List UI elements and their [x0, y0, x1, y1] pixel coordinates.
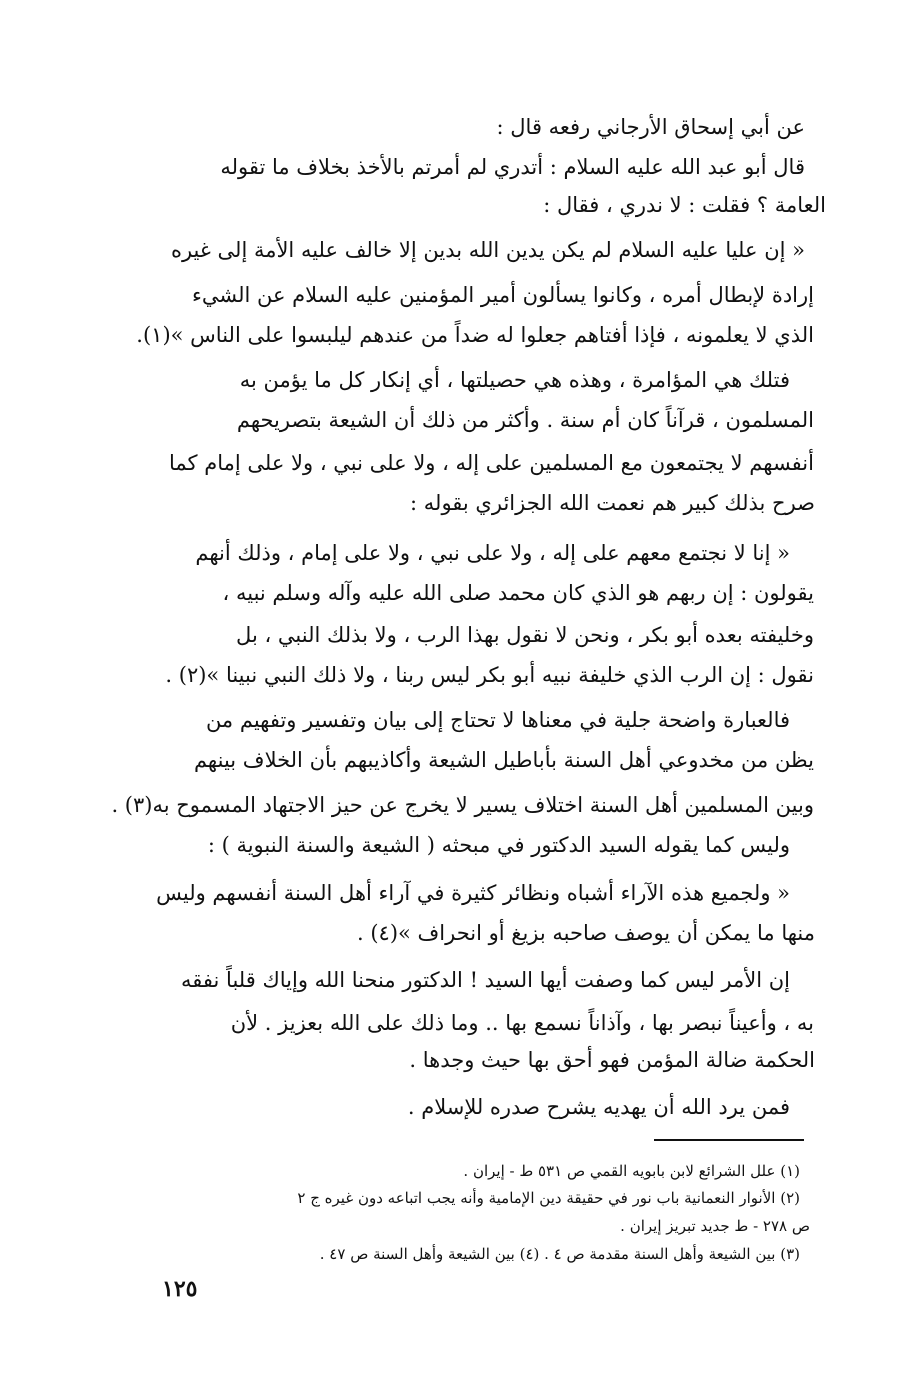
body-line-2: قال أبو عبد الله عليه السلام : أتدري لم أمرتم بالأخذ بخلاف ما تقوله	[220, 155, 805, 179]
body-line-21: إن الأمر ليس كما وصفت أيها السيد ! الدكتور منحنا الله وإياك قلباً نفقه	[181, 968, 790, 992]
body-line-8: المسلمون ، قرآناً كان أم سنة . وأكثر من ذلك أن الشيعة بتصريحهم	[236, 408, 814, 432]
page-number: ١٢٥	[162, 1276, 198, 1302]
body-line-22: به ، وأعيناً نبصر بها ، وآذاناً نسمع بها .. وما ذلك على الله بعزيز . لأن	[230, 1011, 814, 1035]
body-line-12: يقولون : إن ربهم هو الذي كان محمد صلى الله عليه وآله وسلم نبيه ،	[222, 581, 814, 605]
footnote-divider	[654, 1139, 804, 1141]
body-line-20: منها ما يمكن أن يوصف صاحبه بزيغ أو انحراف »(٤) .	[356, 921, 815, 945]
body-line-15: فالعبارة واضحة جلية في معناها لا تحتاج إلى بيان وتفسير وتفهيم من	[205, 708, 790, 732]
footnote-2: (٢) الأنوار النعمانية باب نور في حقيقة دين الإمامية وأنه يجب اتباعه دون غيره ج ٢	[297, 1189, 800, 1207]
body-line-1: عن أبي إسحاق الأرجاني رفعه قال :	[496, 115, 805, 139]
body-line-19: « ولجميع هذه الآراء أشباه ونظائر كثيرة في آراء أهل السنة أنفسهم وليس	[156, 881, 790, 905]
footnote-3-4: (٣) بين الشيعة وأهل السنة مقدمة ص ٤ . (٤) بين الشيعة وأهل السنة ص ٤٧ .	[319, 1245, 800, 1263]
body-line-4: « إن عليا عليه السلام لم يكن يدين الله بدين إلا خالف عليه الأمة إلى غيره	[170, 238, 805, 262]
body-line-10: صرح بذلك كبير هم نعمت الله الجزائري بقوله :	[410, 491, 815, 515]
body-line-17: وبين المسلمين أهل السنة اختلاف يسير لا يخرج عن حيز الاجتهاد المسموح به(٣) .	[111, 793, 814, 817]
body-line-9: أنفسهم لا يجتمعون مع المسلمين على إله ، ولا على نبي ، ولا على إمام كما	[169, 451, 814, 475]
body-line-7: فتلك هي المؤامرة ، وهذه هي حصيلتها ، أي إنكار كل ما يؤمن به	[239, 368, 790, 392]
body-line-23: الحكمة ضالة المؤمن فهو أحق بها حيث وجدها .	[409, 1048, 815, 1072]
body-line-11: « إنا لا نجتمع معهم على إله ، ولا على نبي ، ولا على إمام ، وذلك أنهم	[195, 541, 790, 565]
body-line-24: فمن يرد الله أن يهديه يشرح صدره للإسلام .	[407, 1095, 790, 1119]
footnote-1: (١) علل الشرائع لابن بابويه القمي ص ٥٣١ ط - إيران .	[463, 1162, 800, 1180]
body-line-13: وخليفته بعده أبو بكر ، ونحن لا نقول بهذا الرب ، ولا بذلك النبي ، بل	[236, 623, 814, 647]
body-line-5: إرادة لإبطال أمره ، وكانوا يسألون أمير المؤمنين عليه السلام عن الشيء	[191, 283, 814, 307]
body-line-14: نقول : إن الرب الذي خليفة نبيه أبو بكر ليس ربنا ، ولا ذلك النبي نبينا »(٢) .	[165, 663, 814, 687]
body-line-3: العامة ؟ فقلت : لا ندري ، فقال :	[543, 193, 826, 217]
body-line-16: يظن من مخدوعي أهل السنة بأباطيل الشيعة وأكاذيبهم بأن الخلاف بينهم	[193, 748, 814, 772]
body-line-18: وليس كما يقوله السيد الدكتور في مبحثه ( الشيعة والسنة النبوية ) :	[207, 833, 790, 857]
body-line-6: الذي لا يعلمونه ، فإذا أفتاهم جعلوا له ضداً من عندهم ليلبسوا على الناس »(١).	[136, 323, 814, 347]
footnote-2-continued: ص ٢٧٨ - ط جديد تبريز إيران .	[620, 1217, 810, 1235]
